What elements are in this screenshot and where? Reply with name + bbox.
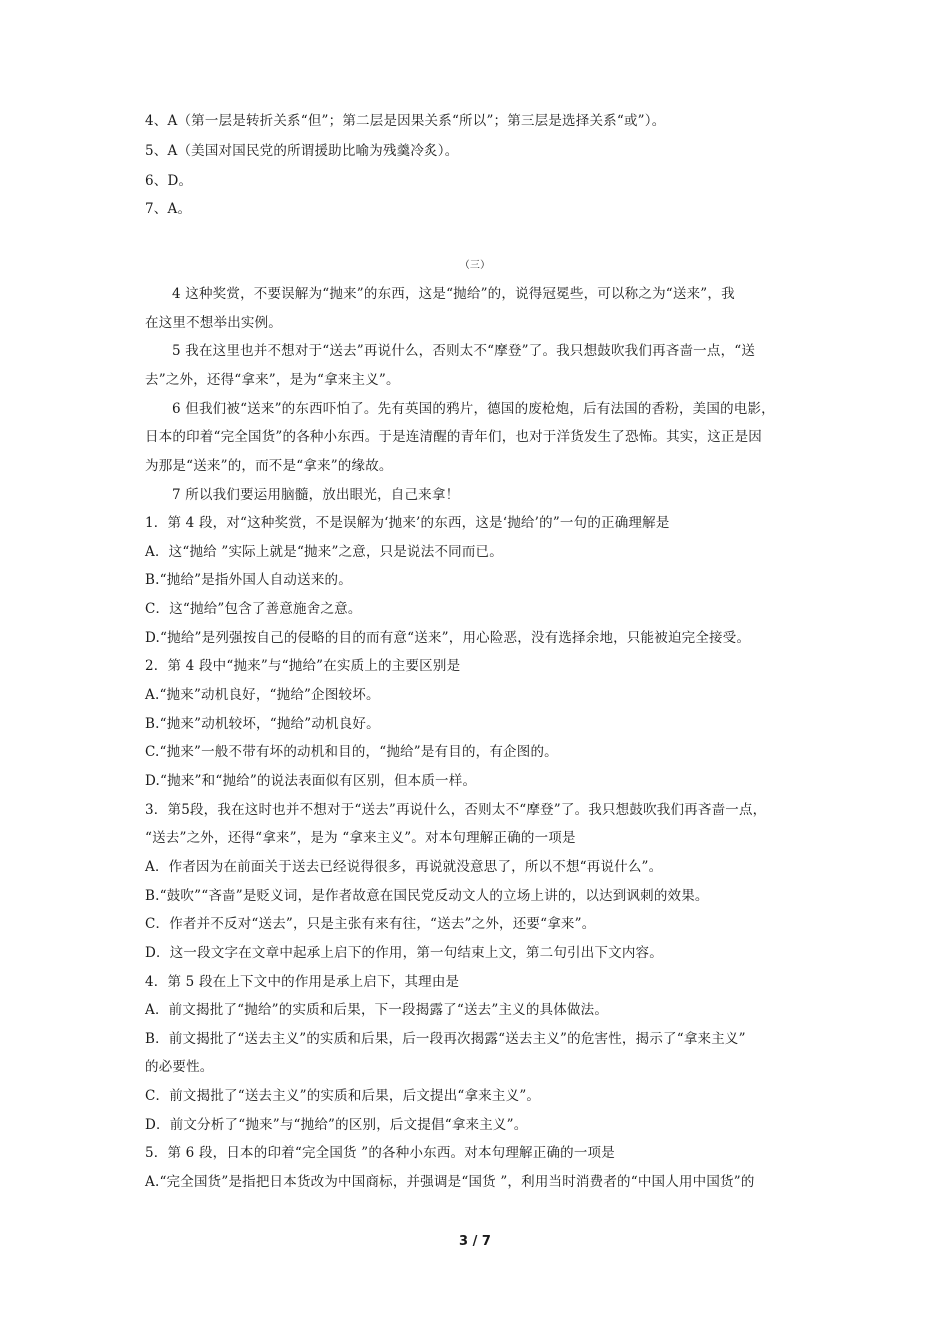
- answer-line: 7、A。: [145, 201, 192, 217]
- question-line: 4．第 5 段在上下文中的作用是承上启下，其理由是: [145, 974, 460, 990]
- page-number: 3 / 7: [459, 1234, 491, 1249]
- option-line: B．前文揭批了“送去主义”的实质和后果，后一段再次揭露“送去主义”的危害性，揭示了“拿来主义”: [145, 1031, 746, 1047]
- option-line: C.“抛来”一般不带有坏的动机和目的，“抛给”是有目的，有企图的。: [145, 744, 558, 760]
- passage-line: 6 但我们被“送来”的东西吓怕了。先有英国的鸦片，德国的废枪炮，后有法国的香粉，美国的电影，: [172, 401, 775, 417]
- option-line: A．这“抛给 ”实际上就是“抛来”之意，只是说法不同而已。: [145, 544, 503, 560]
- passage-line: 在这里不想举出实例。: [145, 315, 282, 331]
- option-line: A.“完全国货”是指把日本货改为中国商标，并强调是“国货 ”，利用当时消费者的“中国人用中国货”的: [145, 1174, 755, 1190]
- question-line: “送去”之外，还得“拿来”，是为 “拿来主义”。对本句理解正确的一项是: [145, 830, 576, 846]
- answer-line: 6、D。: [145, 173, 193, 189]
- answer-line: 5、A（美国对国民党的所谓援助比喻为残羹冷炙）。: [145, 143, 459, 159]
- option-line: 的必要性。: [145, 1059, 214, 1075]
- option-line: A．前文揭批了“抛给”的实质和后果，下一段揭露了“送去”主义的具体做法。: [145, 1002, 609, 1018]
- passage-line: 日本的印着“完全国货”的各种小东西。于是连清醒的青年们，也对于洋货发生了恐怖。其实，这正是因: [145, 429, 763, 445]
- answer-line: 4、A（第一层是转折关系“但”；第二层是因果关系“所以”；第三层是选择关系“或”）。: [145, 113, 666, 129]
- passage-line: 为那是“送来”的，而不是“拿来”的缘故。: [145, 458, 393, 474]
- passage-line: 4 这种奖赏，不要误解为“抛来”的东西，这是“抛给”的，说得冠冕些，可以称之为“送来”，我: [172, 286, 735, 302]
- option-line: D.“抛给”是列强按自己的侵略的目的而有意“送来”，用心险恶，没有选择余地，只能被迫完全接受。: [145, 630, 751, 646]
- passage-line: 去”之外，还得“拿来”，是为“拿来主义”。: [145, 372, 400, 388]
- passage-line: 7 所以我们要运用脑髓，放出眼光，自己来拿！: [172, 487, 460, 503]
- option-line: B.“抛来”动机较坏，“抛给”动机良好。: [145, 716, 380, 732]
- option-line: C．前文揭批了“送去主义”的实质和后果，后文提出“拿来主义”。: [145, 1088, 541, 1104]
- option-line: D.“抛来”和“抛给”的说法表面似有区别，但本质一样。: [145, 773, 477, 789]
- option-line: B.“鼓吹”“吝啬”是贬义词，是作者故意在国民党反动文人的立场上讲的，以达到讽刺的效果。: [145, 888, 709, 904]
- option-line: A．作者因为在前面关于送去已经说得很多，再说就没意思了，所以不想“再说什么”。: [145, 859, 663, 875]
- option-line: C．这“抛给”包含了善意施舍之意。: [145, 601, 362, 617]
- option-line: B.“抛给”是指外国人自动送来的。: [145, 572, 352, 588]
- option-line: C．作者并不反对“送去”，只是主张有来有往，“送去”之外，还要“拿来”。: [145, 916, 596, 932]
- question-line: 2．第 4 段中“抛来”与“抛给”在实质上的主要区别是: [145, 658, 461, 674]
- question-line: 3．第5段，我在这时也并不想对于“送去”再说什么，否则太不“摩登”了。我只想鼓吹我们再吝啬一点，: [145, 802, 767, 818]
- question-line: 1．第 4 段，对“这种奖赏，不是误解为‘抛来’的东西，这是‘抛给’的”一句的正确理解是: [145, 515, 670, 531]
- option-line: D．前文分析了“抛来”与“抛给”的区别，后文提倡“拿来主义”。: [145, 1117, 528, 1133]
- option-line: D．这一段文字在文章中起承上启下的作用，第一句结束上文，第二句引出下文内容。: [145, 945, 663, 961]
- passage-line: 5 我在这里也并不想对于“送去”再说什么，否则太不“摩登”了。我只想鼓吹我们再吝啬一点，“送: [172, 343, 756, 359]
- section-title: （三）: [459, 260, 491, 271]
- question-line: 5．第 6 段，日本的印着“完全国货 ”的各种小东西。对本句理解正确的一项是: [145, 1145, 615, 1161]
- option-line: A.“抛来”动机良好，“抛给”企图较坏。: [145, 687, 380, 703]
